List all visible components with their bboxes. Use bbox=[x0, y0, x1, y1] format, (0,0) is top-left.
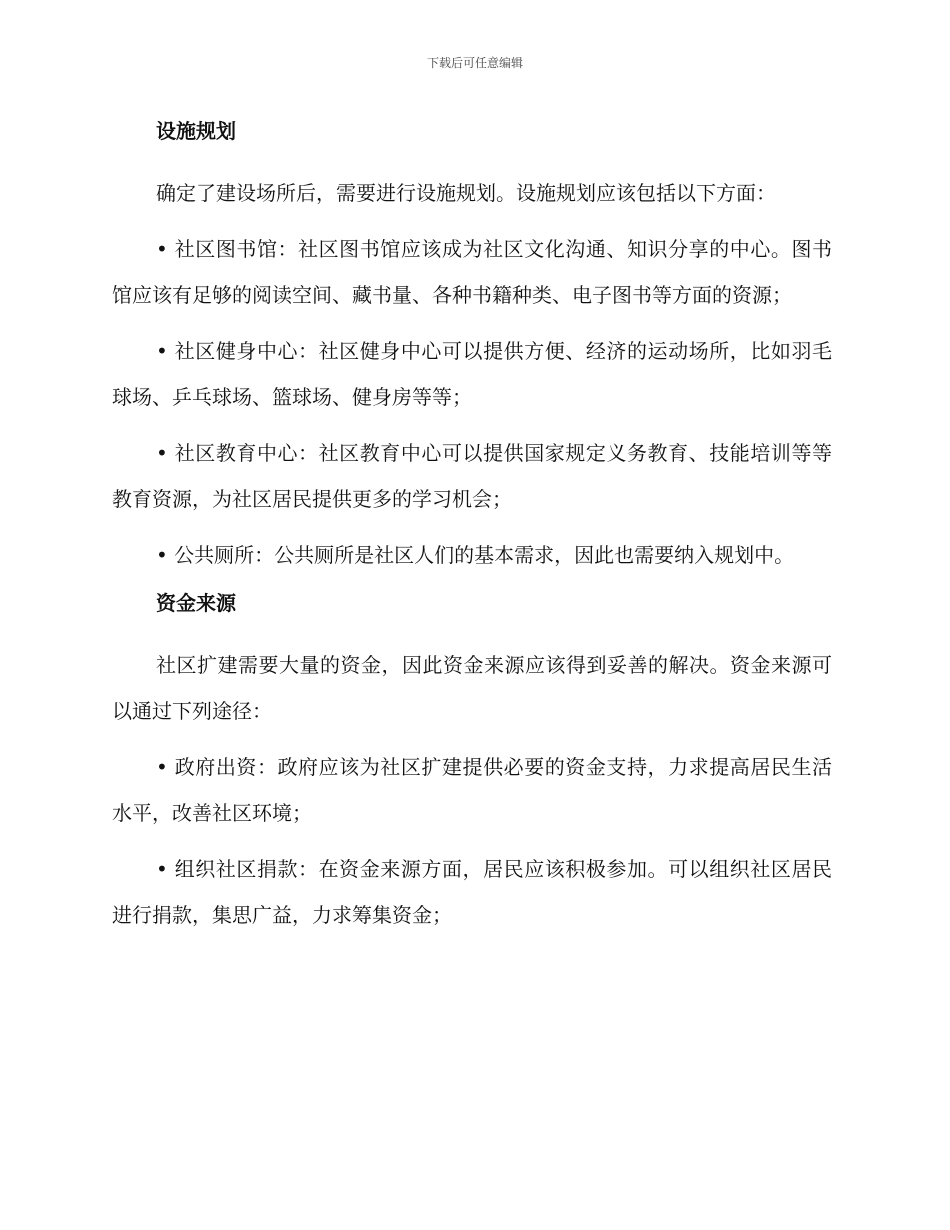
bullet-public-toilet: • 公共厕所：公共厕所是社区人们的基本需求，因此也需要纳入规划中。 bbox=[156, 543, 795, 567]
document-body bbox=[112, 108, 832, 948]
section-heading-facilities: 设施规划 bbox=[156, 119, 236, 143]
bullet-education-center: • 社区教育中心：社区教育中心可以提供国家规定义务教育、技能培训等等教育资源，为社区居民提供更多的学习机会； bbox=[112, 441, 832, 511]
bullet-government-funding: • 政府出资：政府应该为社区扩建提供必要的资金支持，力求提高居民生活水平，改善社区环境； bbox=[112, 755, 832, 825]
page-header: 下载后可任意编辑 bbox=[426, 56, 523, 70]
bullet-community-donation: • 组织社区捐款：在资金来源方面，居民应该积极参加。可以组织社区居民进行捐款，集思广益，力求筹集资金； bbox=[112, 857, 832, 927]
bullet-library: • 社区图书馆：社区图书馆应该成为社区文化沟通、知识分享的中心。图书馆应该有足够的阅读空间、藏书量、各种书籍种类、电子图书等方面的资源； bbox=[112, 237, 832, 307]
paragraph: 社区扩建需要大量的资金，因此资金来源应该得到妥善的解决。资金来源可以通过下列途径： bbox=[112, 653, 832, 723]
paragraph: 确定了建设场所后，需要进行设施规划。设施规划应该包括以下方面： bbox=[156, 181, 776, 205]
section-heading-funding: 资金来源 bbox=[156, 591, 236, 615]
bullet-fitness-center: • 社区健身中心：社区健身中心可以提供方便、经济的运动场所，比如羽毛球场、乒乓球场、篮球场、健身房等等； bbox=[112, 339, 832, 409]
